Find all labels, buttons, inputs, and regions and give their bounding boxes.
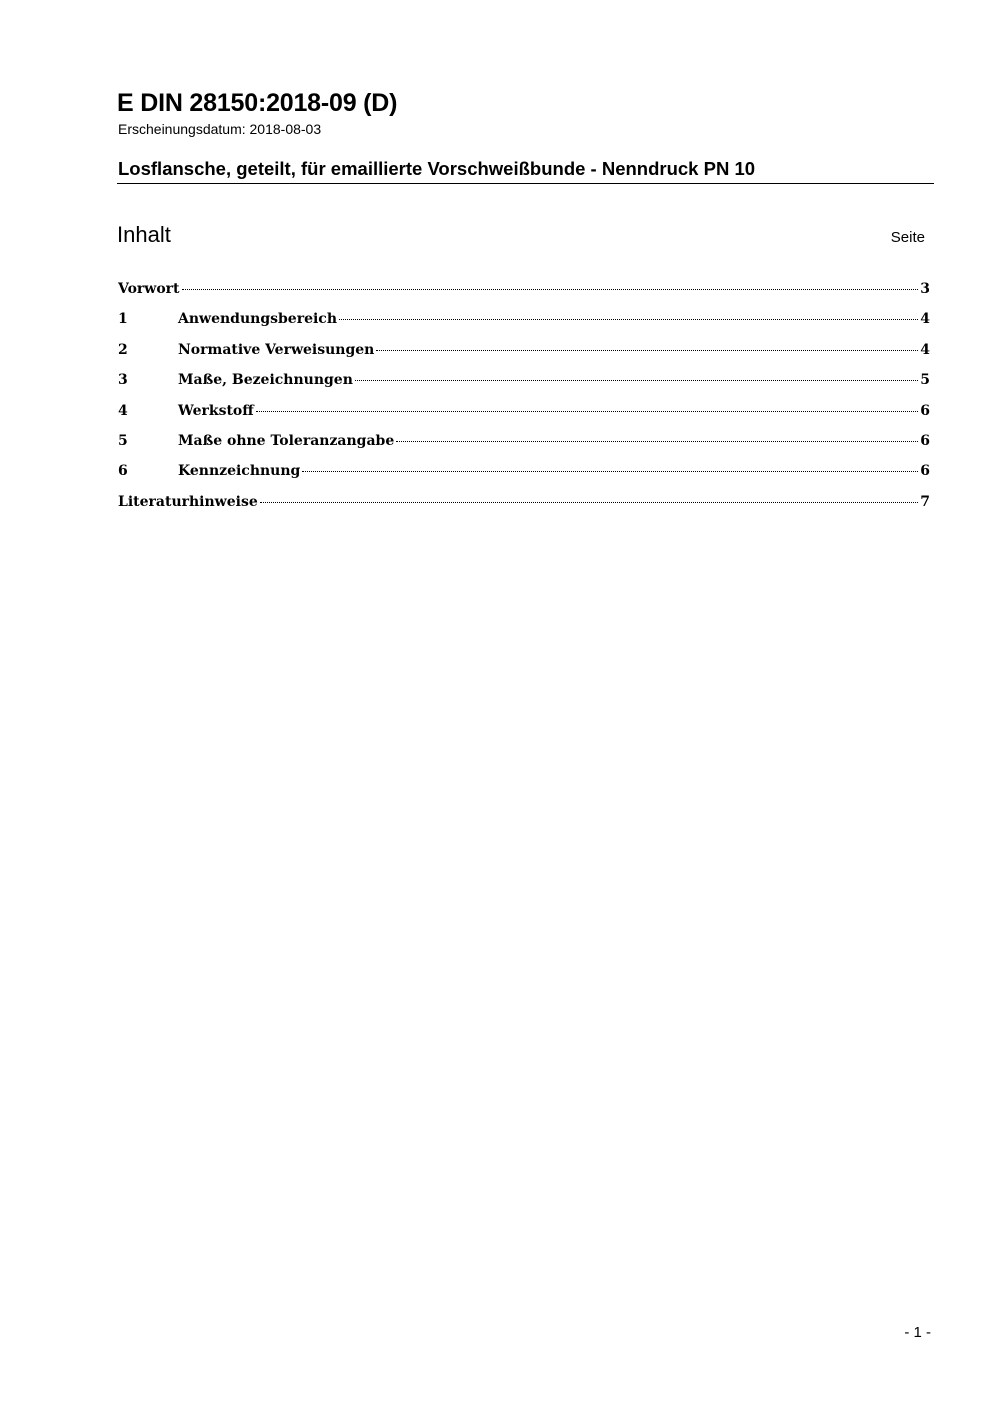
- document-id: E DIN 28150:2018-09 (D): [117, 89, 398, 117]
- toc-entry-number: 5: [118, 432, 128, 449]
- toc-entry-number: 6: [118, 463, 128, 480]
- toc-entry-normative-verweisungen[interactable]: [118, 339, 930, 369]
- toc-entry-kennzeichnung[interactable]: [118, 460, 930, 490]
- toc-leader-dots: [256, 411, 919, 412]
- toc-entry-literaturhinweise[interactable]: [118, 491, 930, 521]
- toc-entry-text: Werkstoff: [178, 402, 254, 419]
- toc-entry-page: 4: [920, 341, 930, 358]
- toc-entry-number: 1: [118, 311, 128, 328]
- toc-entry-page: 6: [920, 432, 930, 449]
- publication-date: Erscheinungsdatum: 2018-08-03: [118, 121, 322, 137]
- toc-entry-page: 6: [920, 402, 930, 419]
- toc-entry-werkstoff[interactable]: [118, 400, 930, 430]
- toc-leader-dots: [260, 502, 919, 503]
- title-divider: [117, 183, 934, 184]
- toc-entry-page: 4: [920, 311, 930, 328]
- toc-entry-anwendungsbereich[interactable]: [118, 308, 930, 338]
- toc-entry-page: 6: [920, 463, 930, 480]
- toc-entry-text: Vorwort: [118, 281, 180, 297]
- toc-entry-text: Normative Verweisungen: [178, 341, 375, 358]
- document-title: Losflansche, geteilt, für emaillierte Vorschweißbunde - Nenndruck PN 10: [118, 158, 756, 179]
- toc-entry-number: 4: [118, 402, 128, 419]
- toc-entry-page: 5: [920, 372, 930, 389]
- toc-entry-number: 2: [118, 341, 128, 358]
- toc-entry-masse-bezeichnungen[interactable]: [118, 369, 930, 399]
- toc-entry-text: Maße ohne Toleranzangabe: [178, 432, 395, 449]
- page-number: - 1 -: [904, 1324, 931, 1341]
- toc-entry-page: 3: [920, 281, 930, 297]
- toc-entry-text: Maße, Bezeichnungen: [178, 372, 353, 389]
- toc-leader-dots: [302, 471, 918, 472]
- toc-entry-page: 7: [920, 493, 930, 510]
- toc-entry-text: Anwendungsbereich: [178, 311, 337, 328]
- toc-entry-vorwort[interactable]: [118, 278, 930, 308]
- toc-entry-number: 3: [118, 372, 128, 389]
- toc-entry-masse-ohne-toleranzangabe[interactable]: [118, 430, 930, 460]
- toc-heading: Inhalt: [117, 222, 171, 247]
- toc-entry-text: Literaturhinweise: [118, 493, 258, 510]
- toc-entry-text: Kennzeichnung: [178, 463, 301, 480]
- toc-leader-dots: [182, 289, 919, 290]
- table-of-contents: [118, 278, 930, 521]
- toc-leader-dots: [396, 441, 918, 442]
- toc-leader-dots: [355, 380, 918, 381]
- toc-leader-dots: [339, 319, 918, 320]
- toc-leader-dots: [376, 350, 918, 351]
- toc-page-column-label: Seite: [890, 229, 925, 246]
